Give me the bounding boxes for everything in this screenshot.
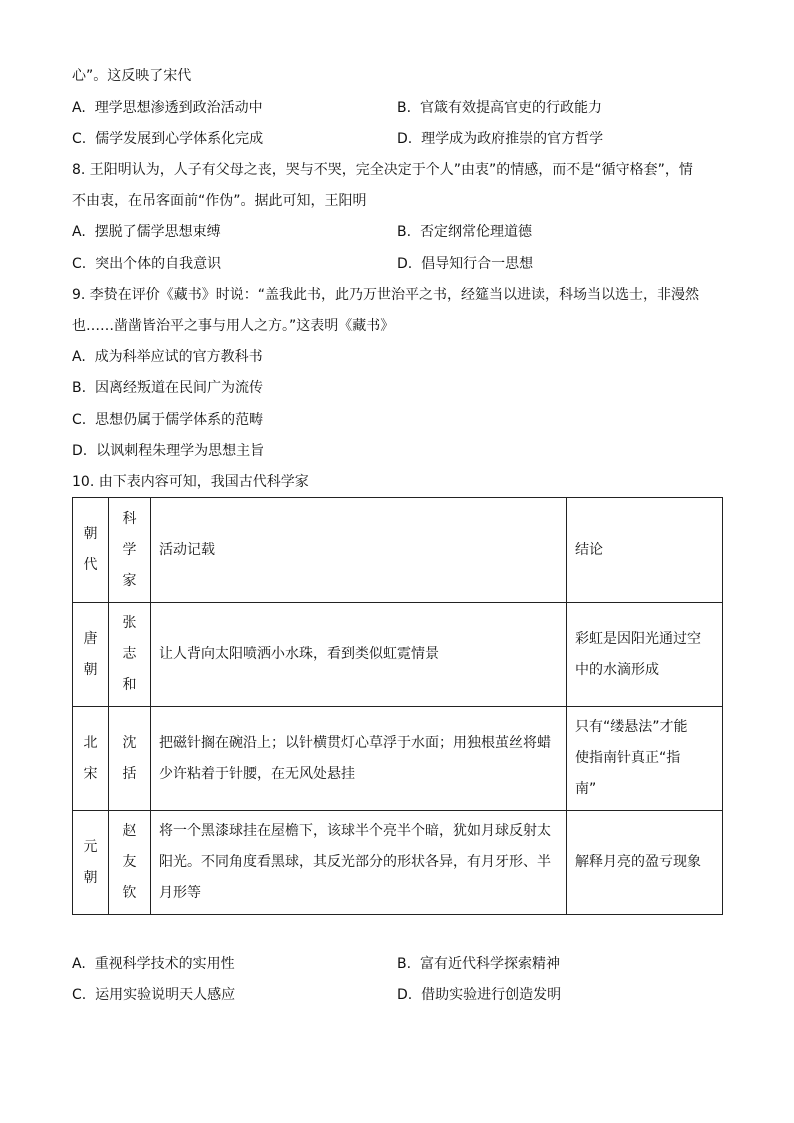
option-letter: B. xyxy=(397,224,412,240)
option-letter: C. xyxy=(72,256,87,272)
option-text: 儒学发展到心学体系化完成 xyxy=(95,131,264,147)
q7-option-c[interactable] xyxy=(72,129,263,149)
option-text: 理学思想渗透到政治活动中 xyxy=(94,100,263,116)
q8-option-c[interactable] xyxy=(72,254,221,274)
option-text: 官箴有效提高官吏的行政能力 xyxy=(419,100,602,116)
option-letter: D. xyxy=(397,987,413,1003)
q8-stem-line2: 不由衷，在吊客面前“作伪”。据此可知，王阳明 xyxy=(72,193,367,209)
cell-record: 将一个黑漆球挂在屋檐下，该球半个亮半个暗，犹如月球反射太 阳光。不同角度看黑球，其反光部分的形状各异，有月牙形、半 月形等 xyxy=(151,811,567,915)
q9-option-b[interactable] xyxy=(72,378,263,398)
header-record: 活动记载 xyxy=(151,498,567,603)
cell-conclusion: 只有“缕悬法”才能 使指南针真正“指 南” xyxy=(567,707,723,811)
header-conclusion: 结论 xyxy=(567,498,723,603)
option-letter: B. xyxy=(72,380,87,396)
q9-stem-line1: 9. 李贽在评价《藏书》时说：“盖我此书，此乃万世治平之书，经筵当以进读，科场当以选士，非漫然 xyxy=(72,287,700,303)
option-text: 成为科举应试的官方教科书 xyxy=(94,349,263,365)
option-text: 否定纲常伦理道德 xyxy=(419,224,532,240)
option-letter: C. xyxy=(72,987,87,1003)
option-letter: B. xyxy=(397,100,412,116)
header-dynasty: 朝 代 xyxy=(73,498,109,603)
option-text: 倡导知行合一思想 xyxy=(421,256,534,272)
option-letter: C. xyxy=(72,412,87,428)
q8-stem-line1: 8. 王阳明认为，人子有父母之丧，哭与不哭，完全决定于个人”由衷”的情感，而不是“循守格套”，情 xyxy=(72,162,693,178)
option-letter: A. xyxy=(72,100,86,116)
q9-option-d[interactable] xyxy=(72,441,264,461)
cell-dynasty: 元 朝 xyxy=(73,811,109,915)
q10-option-d[interactable] xyxy=(397,985,561,1005)
cell-conclusion: 解释月亮的盈亏现象 xyxy=(567,811,723,915)
option-letter: D. xyxy=(397,256,413,272)
q7-option-a[interactable] xyxy=(72,98,263,118)
q7-stem-tail: 心”。这反映了宋代 xyxy=(72,68,192,84)
q7-option-b[interactable] xyxy=(397,98,602,118)
q7-option-d[interactable] xyxy=(397,129,603,149)
q10-option-a[interactable] xyxy=(72,954,235,974)
cell-conclusion: 彩虹是因阳光通过空 中的水滴形成 xyxy=(567,603,723,707)
option-text: 突出个体的自我意识 xyxy=(95,256,222,272)
q9-stem-line2: 也……凿凿皆治平之事与用人之方。”这表明《藏书》 xyxy=(72,318,395,334)
q9-option-a[interactable] xyxy=(72,347,263,367)
table-row xyxy=(73,603,723,707)
option-letter: A. xyxy=(72,224,86,240)
header-scientist: 科 学 家 xyxy=(109,498,151,603)
cell-record: 把磁针搁在碗沿上；以针横贯灯心草浮于水面；用独根茧丝将蜡 少许粘着于针腰，在无风处悬挂 xyxy=(151,707,567,811)
cell-scientist: 赵 友 钦 xyxy=(109,811,151,915)
q10-option-b[interactable] xyxy=(397,954,560,974)
cell-dynasty: 唐 朝 xyxy=(73,603,109,707)
q9-option-c[interactable] xyxy=(72,410,263,430)
option-text: 富有近代科学探索精神 xyxy=(419,956,560,972)
table-row xyxy=(73,707,723,811)
cell-dynasty: 北 宋 xyxy=(73,707,109,811)
q10-option-c[interactable] xyxy=(72,985,235,1005)
option-letter: A. xyxy=(72,956,86,972)
option-text: 思想仍属于儒学体系的范畴 xyxy=(95,412,264,428)
cell-record: 让人背向太阳喷洒小水珠，看到类似虹霓情景 xyxy=(151,603,567,707)
q8-option-a[interactable] xyxy=(72,222,221,242)
option-text: 以讽刺程朱理学为思想主旨 xyxy=(96,443,265,459)
option-text: 重视科学技术的实用性 xyxy=(94,956,235,972)
option-letter: A. xyxy=(72,349,86,365)
option-text: 因离经叛道在民间广为流传 xyxy=(94,380,263,396)
option-text: 借助实验进行创造发明 xyxy=(421,987,562,1003)
table-header-row xyxy=(73,498,723,603)
table-row xyxy=(73,811,723,915)
option-text: 理学成为政府推崇的官方哲学 xyxy=(421,131,604,147)
option-text: 运用实验说明天人感应 xyxy=(95,987,236,1003)
q8-option-d[interactable] xyxy=(397,254,533,274)
q8-option-b[interactable] xyxy=(397,222,532,242)
option-letter: D. xyxy=(397,131,413,147)
cell-scientist: 张 志 和 xyxy=(109,603,151,707)
option-letter: D. xyxy=(72,443,88,459)
option-text: 摆脱了儒学思想束缚 xyxy=(94,224,221,240)
cell-scientist: 沈 括 xyxy=(109,707,151,811)
option-letter: C. xyxy=(72,131,87,147)
q10-stem: 10. 由下表内容可知，我国古代科学家 xyxy=(72,474,309,490)
option-letter: B. xyxy=(397,956,412,972)
scientist-table xyxy=(72,497,723,915)
